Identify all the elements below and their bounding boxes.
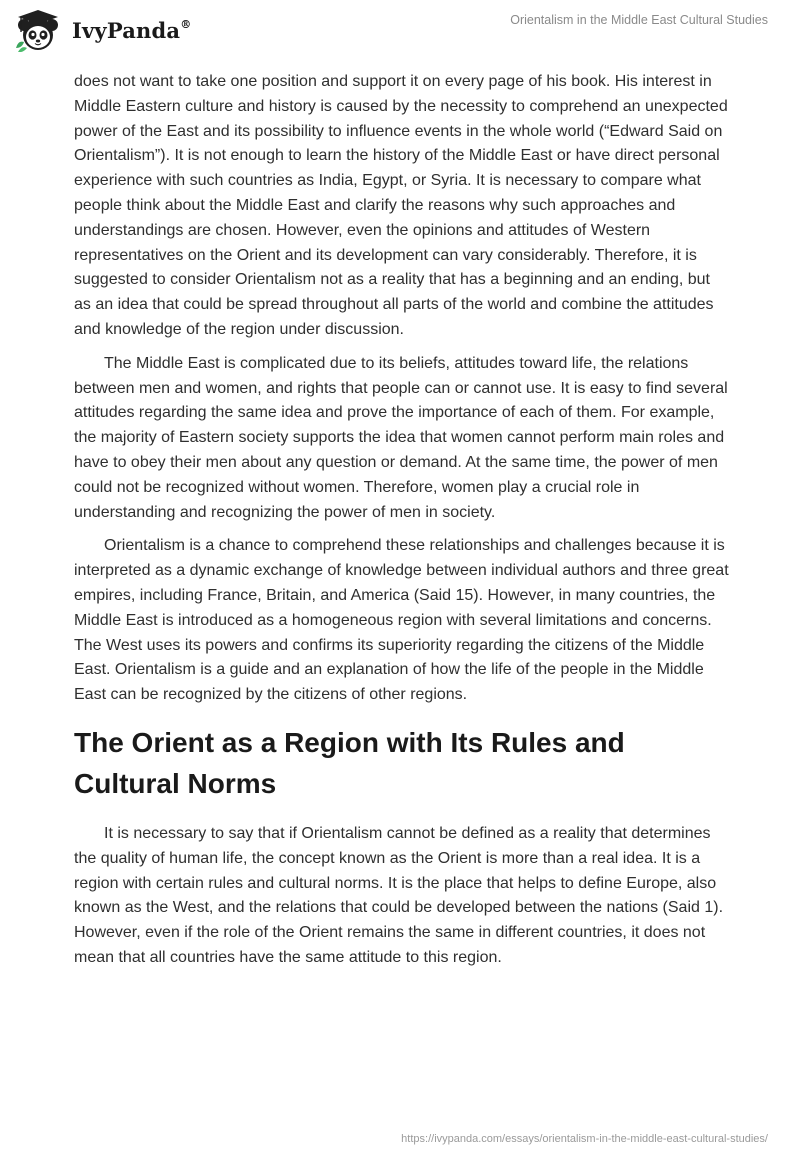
section-heading: The Orient as a Region with Its Rules and Cultural Norms xyxy=(74,726,625,799)
paragraph-2: The Middle East is complicated due to its beliefs, attitudes toward life, the relations between men and women, and rights that people can or cannot use. It is easy to find several attitudes regarding the same idea and prove the importance of each of them. For example, the majority of Eastern society supports the idea that women cannot perform main roles and have to obey their men about any question or demand. At the same time, the power of men could not be recognized without women. Therefore, women play a crucial role in understanding and recognizing the power of men in society. xyxy=(74,354,728,521)
source-url[interactable]: https://ivypanda.com/essays/orientalism-in-the-middle-east-cultural-studies/ xyxy=(401,1133,768,1145)
essay-content xyxy=(74,70,730,980)
brand-name: IvyPanda® xyxy=(72,17,192,43)
panda-graduation-cap-icon xyxy=(14,8,66,52)
brand-logo[interactable] xyxy=(14,8,191,52)
page-header xyxy=(0,0,800,70)
paragraph-3: Orientalism is a chance to comprehend these relationships and challenges because it is interpreted as a dynamic exchange of knowledge between individual authors and three great empires, including France, Britain, and America (Said 15). However, in many countries, the Middle East is introduced as a homogeneous region with several limitations and concerns. The West uses its powers and confirms its superiority regarding the citizens of the Middle East. Orientalism is a guide and an explanation of how the life of the people in the Middle East can be recognized by the citizens of other regions. xyxy=(74,537,729,704)
document-title: Orientalism in the Middle East Cultural Studies xyxy=(510,13,768,27)
paragraph-4: It is necessary to say that if Orientalism cannot be defined as a reality that determines the quality of human life, the concept known as the Orient is more than a real idea. It is a region with certain rules and cultural norms. It is the place that helps to define Europe, also known as the West, and the relations that could be developed between the nations (Said 1). However, even if the role of the Orient remains the same in different countries, it does not mean that all countries have the same attitude to this region. xyxy=(74,824,724,966)
paragraph-1: does not want to take one position and support it on every page of his book. His interest in Middle Eastern culture and history is caused by the necessity to comprehend an unexpected power of the East and its possibility to influence events in the whole world (“Edward Said on Orientalism”). It is not enough to learn the history of the Middle East or have direct personal experience with such countries as India, Egypt, or Syria. It is necessary to compare what people think about the Middle East and clarify the reasons why such approaches and understandings are chosen. However, even the opinions and attitudes of Western representatives on the Orient and its development can vary considerably. Therefore, it is suggested to consider Orientalism not as a reality that has a beginning and an ending, but as an idea that could be spread throughout all parts of the world and combine the attitudes and knowledge of the region under discussion. xyxy=(74,73,728,338)
